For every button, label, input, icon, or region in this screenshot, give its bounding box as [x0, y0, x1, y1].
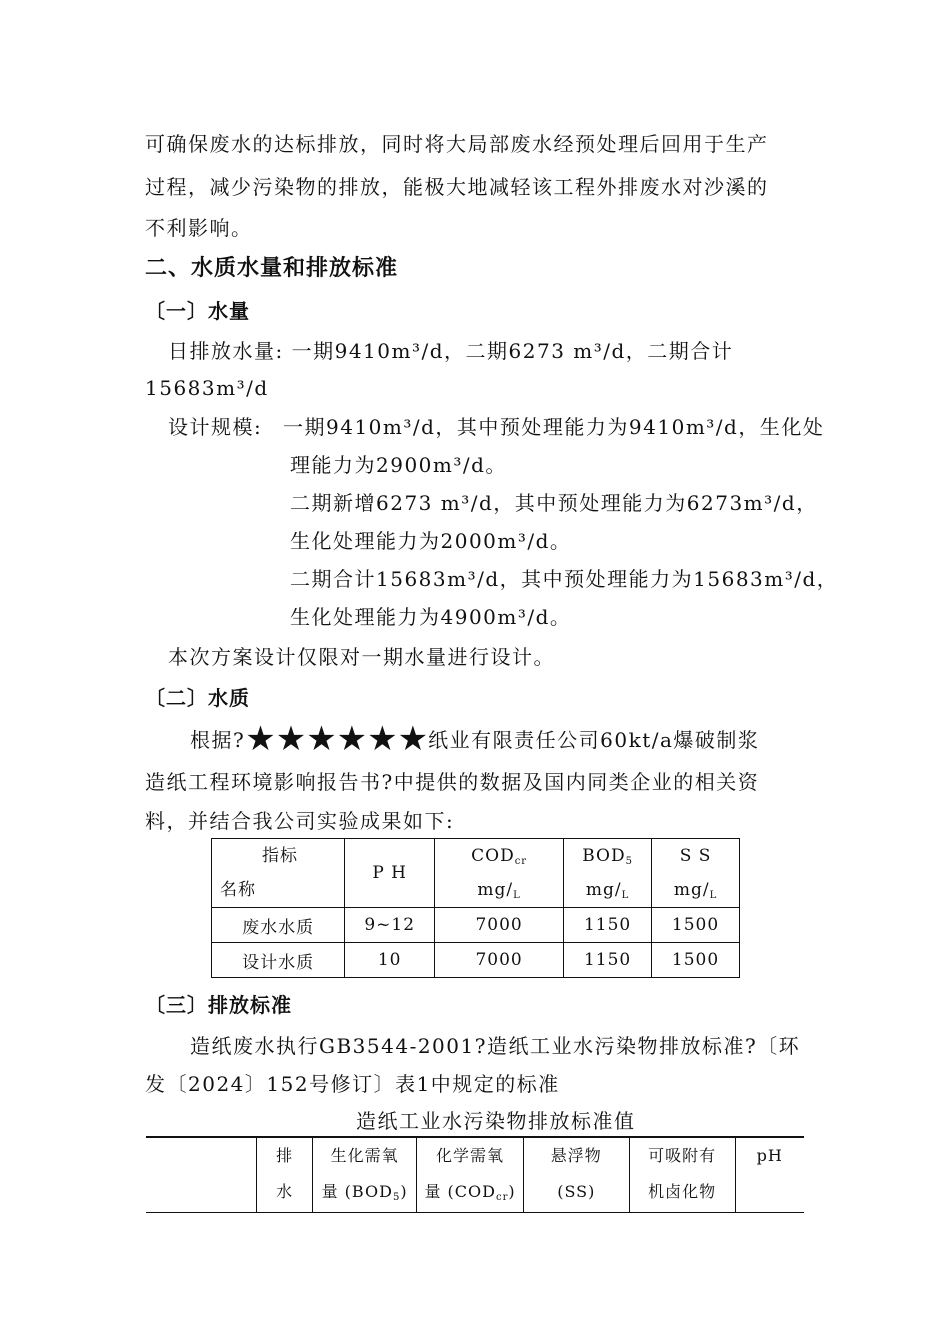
header-name: 名称 [220, 880, 256, 900]
quality-paragraph-line-3: 料，并结合我公司实验成果如下: [145, 809, 455, 833]
row-cod: 7000 [435, 908, 564, 943]
header-bod: $BOD_5$ $mg/_L$ [564, 839, 652, 908]
design-scale-label: 设计规模: [168, 415, 263, 439]
header-ss: S S $mg/_L$ [652, 839, 740, 908]
header-cod: $COD_{cr}$ $mg/_L$ [435, 839, 564, 908]
design-scale-line-5: 二期合计15683m³/d，其中预处理能力为15683m³/d， [290, 567, 839, 591]
water-quality-table [211, 838, 740, 978]
intro-line-3: 不利影响。 [145, 216, 253, 240]
quality-paragraph-start: 根据? [190, 728, 246, 752]
design-scale-line-6: 生化处理能力为4900m³/d。 [290, 605, 572, 629]
header-blank [146, 1137, 257, 1213]
header-aox: 可吸附有 机卤化物 [629, 1137, 735, 1213]
row-ph: 9~12 [345, 908, 435, 943]
row-bod: 1150 [564, 908, 652, 943]
header-ss: 悬浮物 (SS) [523, 1137, 629, 1213]
row-ss: 1500 [652, 908, 740, 943]
discharge-line-1: 造纸废水执行GB3544-2001?造纸工业水污染物排放标准?〔环 [190, 1034, 801, 1058]
header-bod: 生化需氧 量 $(BOD_5)$ [312, 1137, 416, 1213]
row-ph: 10 [345, 943, 435, 978]
table-header-row [146, 1137, 804, 1213]
header-index-name [212, 839, 345, 908]
row-bod: 1150 [564, 943, 652, 978]
intro-line-1: 可确保废水的达标排放，同时将大局部废水经预处理后回用于生产 [145, 132, 769, 156]
row-ss: 1500 [652, 943, 740, 978]
design-scale-line-2: 理能力为2900m³/d。 [290, 453, 507, 477]
water-quality-heading: 〔二〕水质 [145, 686, 250, 710]
water-volume-heading: 〔一〕水量 [145, 299, 250, 323]
design-scale-line-4: 生化处理能力为2000m³/d。 [290, 529, 572, 553]
daily-discharge-line-2: 15683m³/d [145, 376, 269, 400]
daily-discharge-line-1: 日排放水量: 一期9410m³/d，二期6273 m³/d，二期合计 [168, 339, 734, 363]
row-name: 设计水质 [212, 943, 345, 978]
table-row [212, 908, 740, 943]
discharge-standard-table [146, 1136, 804, 1213]
discharge-heading: 〔三〕排放标准 [145, 993, 292, 1017]
intro-line-2: 过程，减少污染物的排放，能极大地减轻该工程外排废水对沙溪的 [145, 175, 769, 199]
header-index: 指标 [262, 846, 298, 866]
design-scale-line-3: 二期新增6273 m³/d，其中预处理能力为6273m³/d， [290, 491, 818, 515]
section-title: 二、水质水量和排放标准 [145, 256, 399, 281]
redacted-stars: ★★★★★★ [245, 719, 429, 759]
row-name: 废水水质 [212, 908, 345, 943]
design-note: 本次方案设计仅限对一期水量进行设计。 [168, 645, 555, 669]
discharge-line-2: 发〔2024〕152号修订〕表1中规定的标准 [145, 1072, 560, 1096]
design-scale-line-1: 一期9410m³/d，其中预处理能力为9410m³/d，生化处 [283, 415, 825, 439]
quality-paragraph-line-1 [190, 719, 760, 759]
discharge-table-title: 造纸工业水污染物排放标准值 [356, 1109, 636, 1133]
table-header-row [212, 839, 740, 908]
row-cod: 7000 [435, 943, 564, 978]
header-ph: pH [735, 1137, 804, 1213]
quality-paragraph-line-2: 造纸工程环境影响报告书?中提供的数据及国内同类企业的相关资 [145, 770, 760, 794]
header-ph: P H [345, 839, 435, 908]
header-cod: 化学需氧 量 $(COD_{cr})$ [417, 1137, 523, 1213]
quality-paragraph-rest: 纸业有限责任公司60kt/a爆破制浆 [428, 728, 760, 752]
table-row [212, 943, 740, 978]
header-drainage: 排 水 [257, 1137, 312, 1213]
